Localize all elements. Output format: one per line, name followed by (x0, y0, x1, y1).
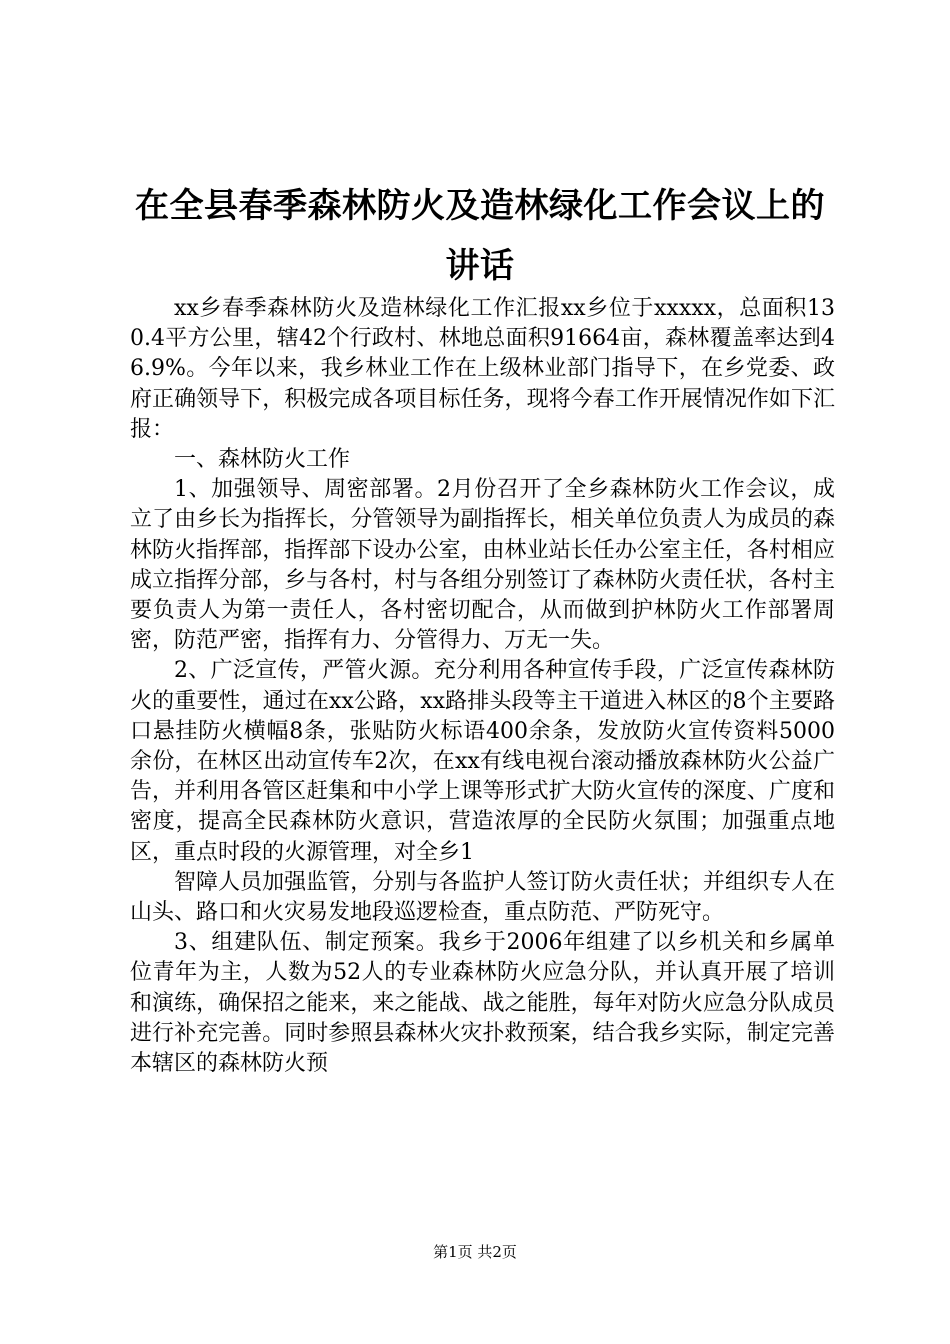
paragraph-team-plan: 3、组建队伍、制定预案。我乡于2006年组建了以乡机关和乡属单位青年为主，人数为52人的专业森林防火应急分队，并认真开展了培训和演练，确保招之能来，来之能战、战之能胜，每年对防火应急分队成员进行补充完善。同时参照县森林火灾扑救预案，结合我乡实际，制定完善本辖区的森林防火预 (130, 930, 835, 1077)
paragraph-intro: xx乡春季森林防火及造林绿化工作汇报xx乡位于xxxxx，总面积130.4平方公里，辖42个行政村、林地总面积91664亩，森林覆盖率达到46.9%。今年以来，我乡林业工作在上级林业部门指导下，在乡党委、政府正确领导下，积极完成各项目标任务，现将今春工作开展情况作如下汇报： (130, 296, 835, 442)
document-title: 在全县春季森林防火及造林绿化工作会议上的讲话 (135, 186, 825, 286)
paragraph-publicity: 2、广泛宣传，严管火源。充分利用各种宣传手段，广泛宣传森林防火的重要性，通过在xx公路，xx路排头段等主干道进入林区的8个主要路口悬挂防火横幅8条，张贴防火标语400余条，发放防火宣传资料5000余份，在林区出动宣传车2次，在xx有线电视台滚动播放森林防火公益广告，并利用各管区赶集和中小学上课等形式扩大防火宣传的深度、广度和密度，提高全民森林防火意识，营造浓厚的全民防火氛围；加强重点地区，重点时段的火源管理，对全乡1 (130, 658, 835, 865)
page-number-footer: 第1页 共2页 (433, 1243, 517, 1261)
paragraph-leadership: 1、加强领导、周密部署。2月份召开了全乡森林防火工作会议，成立了由乡长为指挥长，分管领导为副指挥长，相关单位负责人为成员的森林防火指挥部，指挥部下设办公室，由林业站长任办公室主任，各村相应成立指挥分部，乡与各村，村与各组分别签订了森林防火责任状，各村主要负责人为第一责任人，各村密切配合，从而做到护林防火工作部署周密，防范严密，指挥有力、分管得力、万无一失。 (130, 477, 835, 654)
document-body (130, 294, 835, 1079)
paragraph-supervision: 智障人员加强监管，分别与各监护人签订防火责任状；并组织专人在山头、路口和火灾易发地段巡逻检查，重点防范、严防死守。 (130, 869, 835, 926)
section-heading-fire-prevention: 一、森林防火工作 (174, 447, 351, 473)
